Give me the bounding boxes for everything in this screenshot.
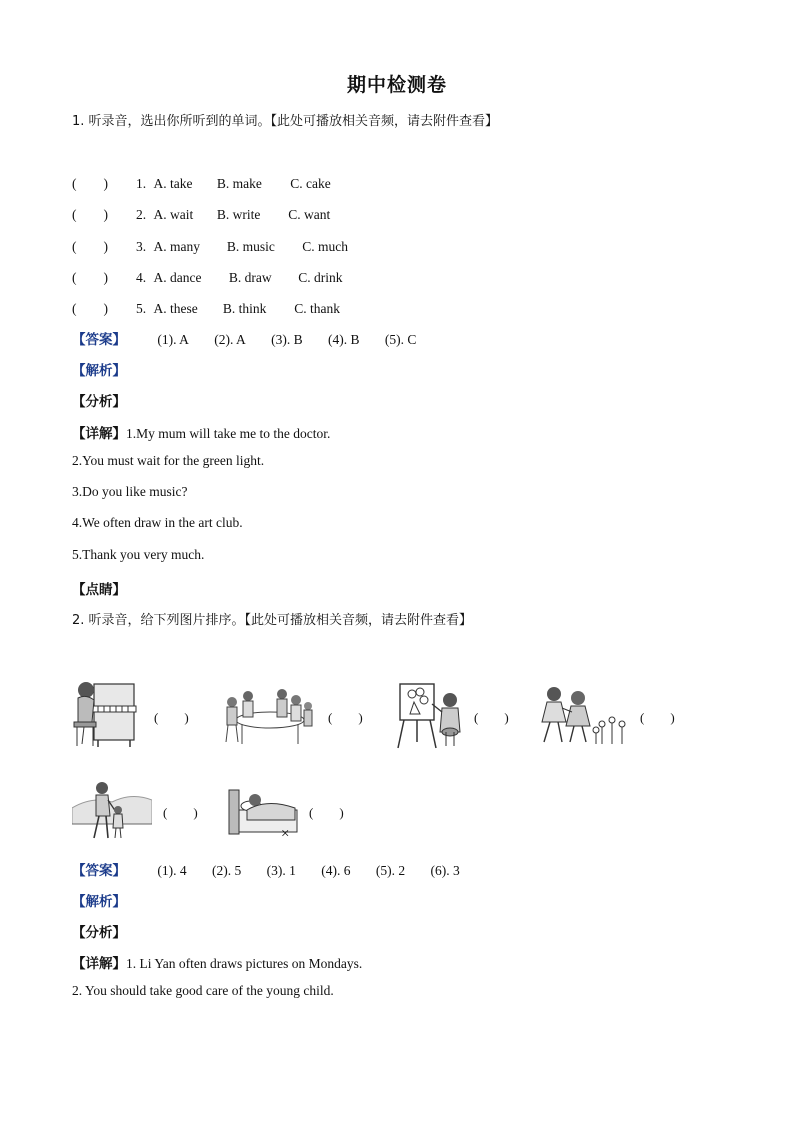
option-b: B. music — [226, 239, 275, 254]
answer-value: (4). 6 — [321, 863, 351, 878]
detail-line: 2.You must wait for the green light. — [72, 453, 265, 468]
fenxi-label: 【分析】 — [72, 394, 126, 410]
item-number: 5. — [136, 301, 147, 316]
item-number: 2. — [136, 207, 147, 222]
analysis-label: 【解析】 — [72, 363, 126, 379]
detail-line: 4.We often draw in the art club. — [72, 515, 243, 530]
picture-answer-blank[interactable]: ( ) — [640, 710, 675, 725]
detail-line: 3.Do you like music? — [72, 484, 188, 499]
detail-text: 1.My mum will take me to the doctor. — [126, 426, 331, 441]
picture-answer-blank[interactable]: ( ) — [474, 710, 509, 725]
option-b: B. write — [216, 207, 261, 222]
answer-value: (6). 3 — [430, 863, 460, 878]
detail-text: 1. Li Yan often draws pictures on Mondays. — [126, 956, 363, 971]
q1-prompt: 1. 听录音，选出你所听到的单词。【此处可播放相关音频，请去附件查看】 — [72, 114, 499, 129]
option-b: B. make — [216, 176, 262, 191]
option-a: A. many — [153, 239, 200, 254]
people-at-table-illustration — [220, 686, 316, 746]
option-a: A. wait — [153, 207, 194, 222]
answer-blank[interactable]: ( ) — [72, 176, 108, 191]
q1-item — [72, 266, 343, 286]
analysis-label: 【解析】 — [72, 894, 126, 910]
dianjing-label: 【点睛】 — [72, 582, 126, 598]
answer-value: (1). A — [157, 332, 189, 347]
q2-answer-row — [72, 859, 482, 879]
answer-value: (2). 5 — [212, 863, 242, 878]
q1-item — [72, 235, 348, 255]
answer-label: 【答案】 — [72, 863, 126, 879]
answer-blank[interactable]: ( ) — [72, 270, 108, 285]
girl-painting-flowers-illustration — [394, 680, 464, 750]
page-title: 期中检测卷 — [346, 74, 447, 96]
detail-label: 【详解】 — [72, 426, 126, 442]
detail-line — [72, 422, 330, 442]
cross-mark: × — [281, 826, 290, 842]
q1-answer-row — [72, 328, 438, 348]
answer-value: (2). A — [214, 332, 246, 347]
item-number: 4. — [136, 270, 147, 285]
option-b: B. think — [222, 301, 267, 316]
item-number: 3. — [136, 239, 147, 254]
detail-label: 【详解】 — [72, 956, 126, 972]
q2-prompt: 2. 听录音，给下列图片排序。【此处可播放相关音频，请去附件查看】 — [72, 613, 473, 628]
girl-playing-piano-illustration — [72, 676, 138, 748]
answer-value: (5). 2 — [375, 863, 406, 878]
picture-answer-blank[interactable]: ( ) — [163, 805, 198, 820]
option-a: A. take — [153, 176, 193, 191]
option-b: B. draw — [228, 270, 272, 285]
detail-line: 2. You should take good care of the young child. — [72, 983, 334, 998]
detail-line — [72, 952, 362, 972]
option-c: C. want — [288, 207, 331, 222]
option-c: C. drink — [298, 270, 343, 285]
answer-blank[interactable]: ( ) — [72, 239, 108, 254]
adult-with-child-illustration — [72, 778, 152, 840]
detail-line: 5.Thank you very much. — [72, 547, 205, 562]
q1-item — [72, 172, 331, 192]
picture-answer-blank[interactable]: ( ) — [328, 710, 363, 725]
answer-blank[interactable]: ( ) — [72, 301, 108, 316]
option-c: C. cake — [290, 176, 331, 191]
option-c: C. much — [302, 239, 348, 254]
two-girls-dancing-illustration — [538, 684, 630, 746]
q1-item — [72, 297, 340, 317]
item-number: 1. — [136, 176, 147, 191]
answer-value: (3). B — [271, 332, 303, 347]
picture-answer-blank[interactable]: ( ) — [309, 805, 344, 820]
option-a: A. these — [153, 301, 198, 316]
option-a: A. dance — [153, 270, 202, 285]
answer-value: (1). 4 — [157, 863, 187, 878]
fenxi-label: 【分析】 — [72, 925, 126, 941]
answer-blank[interactable]: ( ) — [72, 207, 108, 222]
answer-value: (5). C — [384, 332, 417, 347]
q1-item — [72, 203, 330, 223]
answer-value: (4). B — [328, 332, 360, 347]
picture-answer-blank[interactable]: ( ) — [154, 710, 189, 725]
answer-value: (3). 1 — [266, 863, 296, 878]
answer-label: 【答案】 — [72, 332, 126, 348]
option-c: C. thank — [294, 301, 340, 316]
